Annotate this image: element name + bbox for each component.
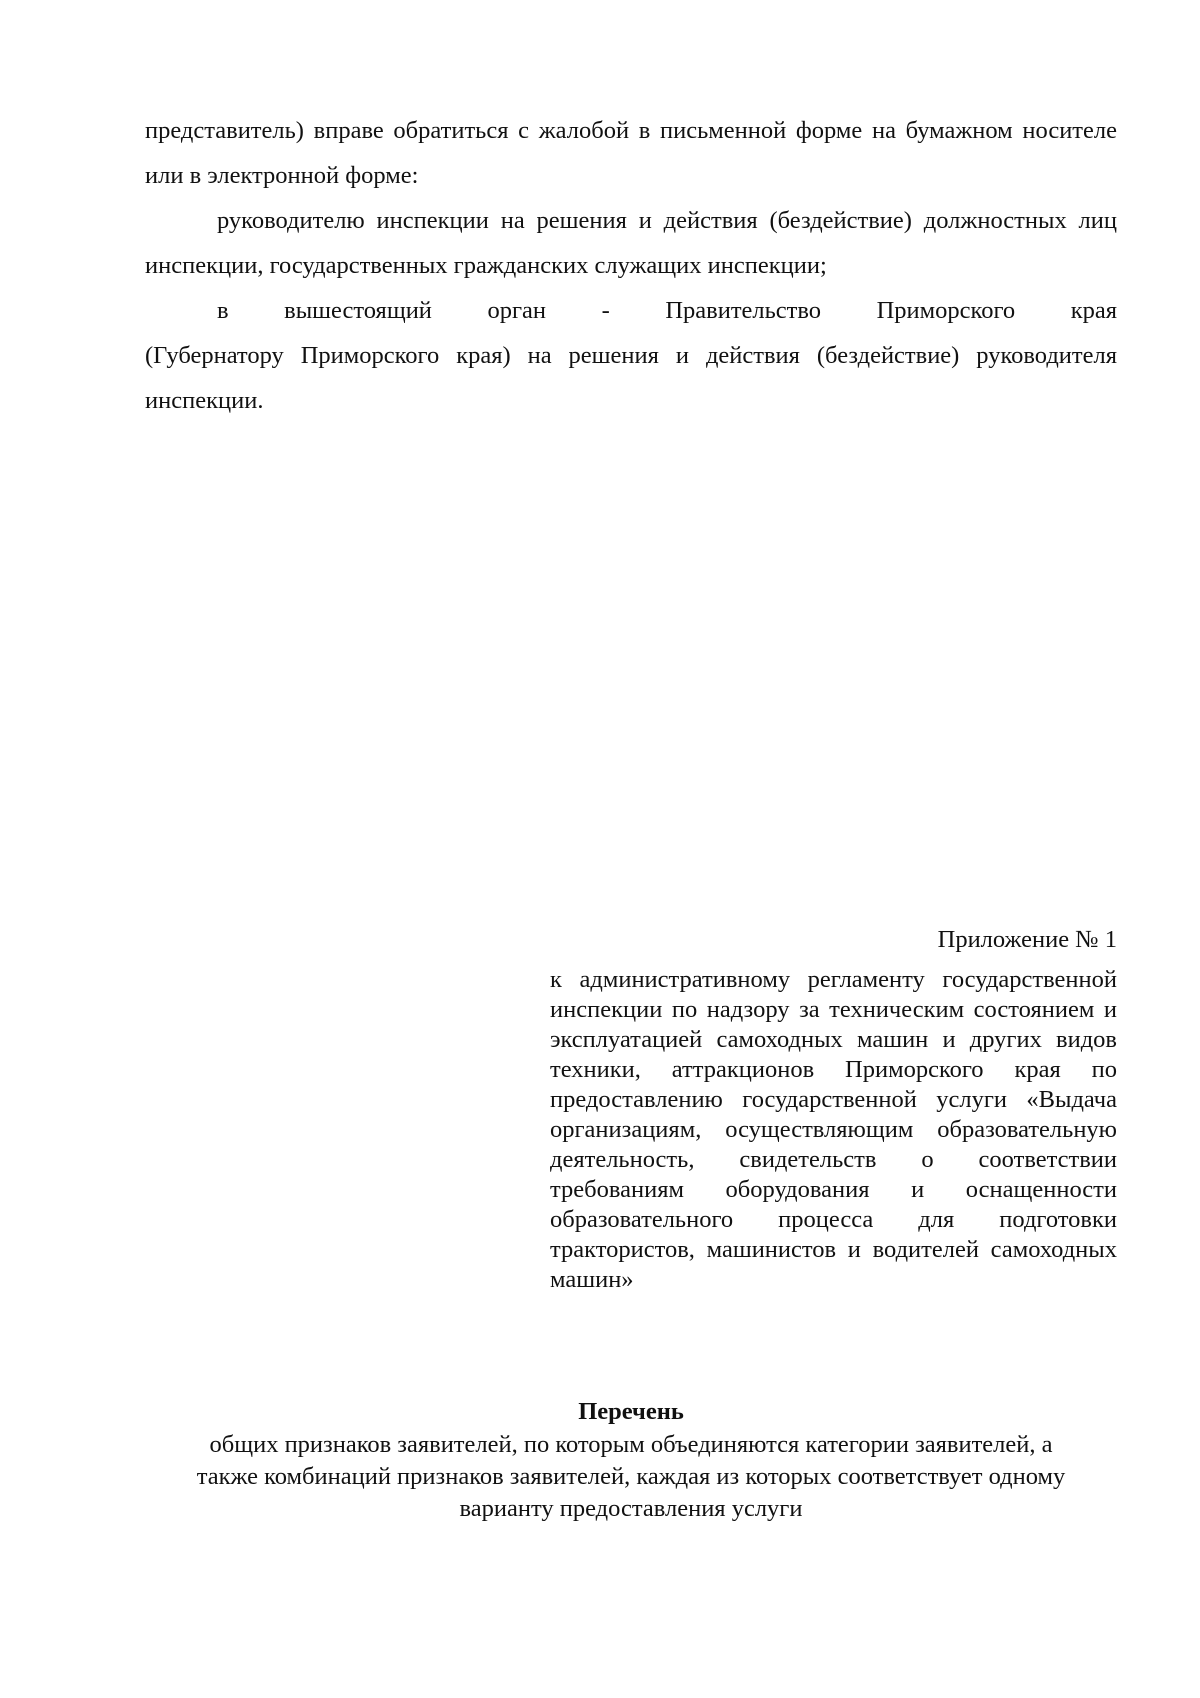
paragraph-complaint-higher-body-line-1: в вышестоящий орган - Правительство Приморского края <box>217 297 1117 324</box>
list-subheading-line: варианту предоставления услуги <box>459 1495 803 1522</box>
paragraph-complaint-head-of-inspection: руководителю инспекции на решения и действия (бездействие) должностных лиц инспекции, государственных гражданских служащих инспекции; <box>145 207 1117 279</box>
paragraph-complaint-higher-body-rest: (Губернатору Приморского края) на решения и действия (бездействие) руководителя инспекции. <box>145 342 1117 414</box>
list-subheading-line: общих признаков заявителей, по которым объединяются категории заявителей, а <box>209 1431 1053 1458</box>
appendix-title: Приложение № 1 <box>937 926 1117 953</box>
main-text <box>145 108 1117 423</box>
list-subheading <box>145 1429 1117 1525</box>
appendix-description: к административному регламенту государственной инспекции по надзору за техническим состоянием и эксплуатацией самоходных машин и других видов техники, аттракционов Приморского края по предоставлению государственной услуги «Выдача организациям, осуществляющим образовательную деятельность, свидетельств о соответствии требованиям оборудования и оснащенности образовательного процесса для подготовки трактористов, машинистов и водителей самоходных машин» <box>550 966 1117 1293</box>
paragraph-complaint-form: представитель) вправе обратиться с жалобой в письменной форме на бумажном носителе или в электронной форме: <box>145 117 1117 189</box>
list-heading: Перечень <box>578 1398 684 1425</box>
list-subheading-line: также комбинаций признаков заявителей, каждая из которых соответствует одному <box>196 1463 1066 1490</box>
